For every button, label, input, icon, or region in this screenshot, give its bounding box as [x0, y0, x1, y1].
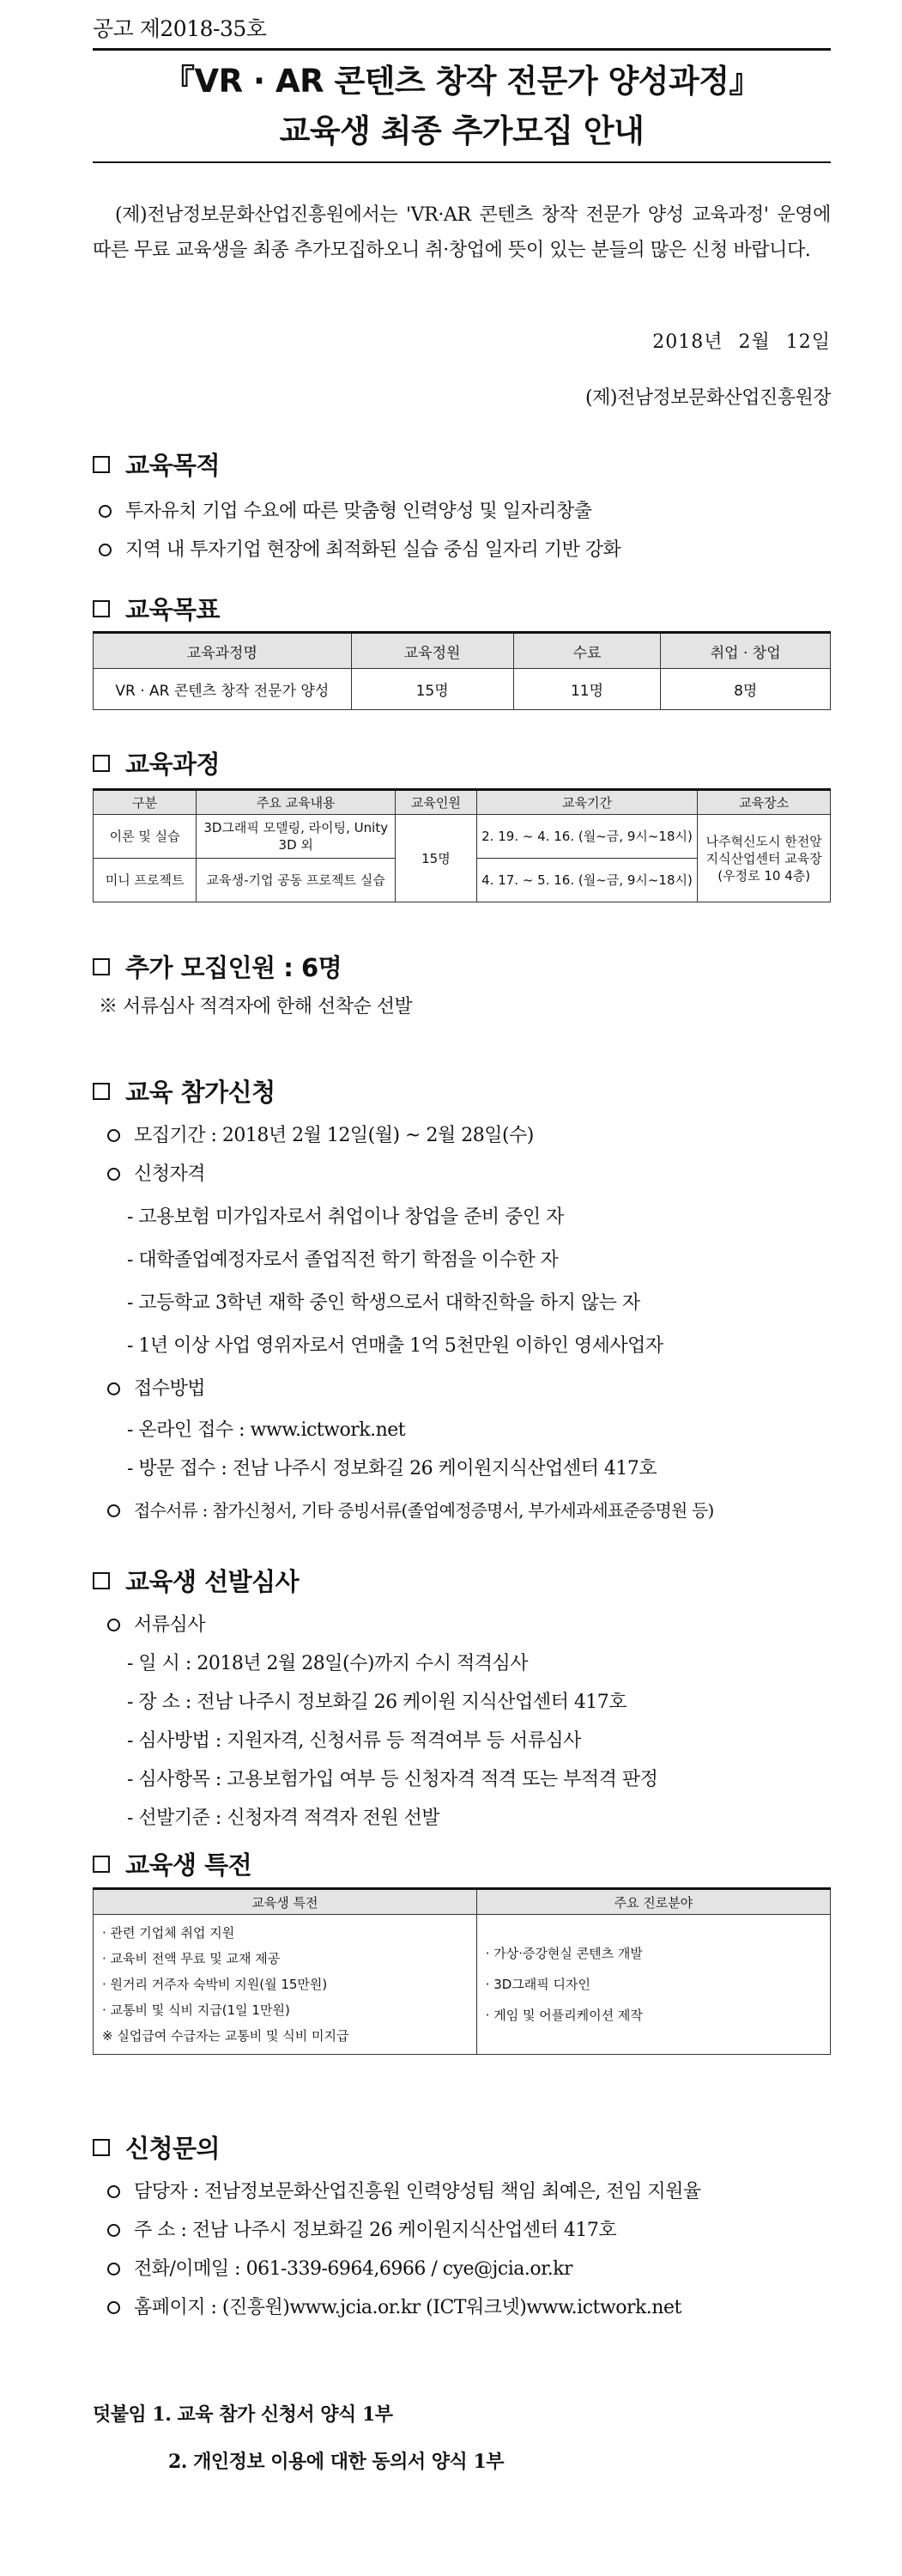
table-cell: 11명 — [513, 669, 661, 710]
table-cell: 교육생-기업 공동 프로젝트 실습 — [197, 859, 396, 902]
section-selection-heading — [93, 1563, 299, 1598]
list-item: · 3D그래픽 디자인 — [485, 1977, 591, 1992]
contact-item: 홈페이지 : (진흥원)www.jcia.or.kr (ICT워크넷)www.ictwork.net — [107, 2293, 681, 2319]
section-purpose-heading — [93, 447, 220, 482]
circle-bullet-icon — [107, 1619, 120, 1631]
section-contact-heading — [93, 2129, 220, 2165]
table-cell: 2. 19. ~ 4. 16. (월~금, 9시~18시) — [476, 815, 698, 859]
table-header-cell: 수료 — [513, 633, 661, 669]
notice-date: 2018년 2월 12일 — [652, 331, 831, 353]
table-cell: 4. 17. ~ 5. 16. (월~금, 9시~18시) — [476, 859, 698, 902]
square-bullet-icon — [93, 456, 110, 473]
list-item: · 게임 및 어플리케이션 제작 — [485, 2008, 643, 2023]
apply-method-heading: 접수방법 — [107, 1374, 205, 1400]
apply-qual-item: - 고등학교 3학년 재학 중인 학생으로서 대학진학을 하지 않는 자 — [127, 1292, 640, 1314]
list-item: · 가상·증강현실 콘텐츠 개발 — [485, 1946, 643, 1961]
section-title: 교육 참가신청 — [125, 1078, 275, 1107]
goals-table — [93, 631, 831, 710]
square-bullet-icon — [93, 1572, 110, 1589]
selection-item: - 선발기준 : 신청자격 적격자 전원 선발 — [127, 1807, 440, 1829]
section-title: 교육목표 — [125, 595, 221, 624]
square-bullet-icon — [93, 958, 110, 975]
selection-item: - 심사방법 : 지원자격, 신청서류 등 적격여부 등 서류심사 — [127, 1730, 581, 1752]
circle-bullet-icon — [107, 1129, 120, 1142]
section-title: 추가 모집인원 : 6명 — [125, 953, 342, 982]
apply-documents: 접수서류 : 참가신청서, 기타 증빙서류(졸업예정증명서, 부가세과세표준증명원 등) — [107, 1497, 714, 1522]
table-header-cell: 교육정원 — [351, 633, 513, 669]
circle-bullet-icon — [107, 2301, 120, 2314]
table-row — [94, 1915, 831, 2055]
list-item: · 원거리 거주자 숙박비 지원(월 15만원) — [102, 1977, 328, 1992]
table-header-cell: 교육과정명 — [94, 633, 352, 669]
section-title: 신청문의 — [125, 2134, 221, 2163]
list-item: ※ 실업급여 수급자는 교통비 및 식비 미지급 — [102, 2028, 349, 2044]
table-header-cell: 주요 진로분야 — [476, 1889, 830, 1915]
contact-item: 담당자 : 전남정보문화산업진흥원 인력양성팀 책임 최예은, 전임 지원율 — [107, 2177, 701, 2203]
table-header-cell: 교육생 특전 — [94, 1889, 477, 1915]
table-cell: 8명 — [661, 669, 831, 710]
table-header-row — [94, 633, 831, 669]
selection-item: - 장 소 : 전남 나주시 정보화길 26 케이원 지식산업센터 417호 — [127, 1692, 627, 1713]
circle-bullet-icon — [99, 505, 112, 518]
title-rule-bottom — [93, 161, 831, 163]
table-header-cell: 취업 · 창업 — [661, 633, 831, 669]
list-item: · 교육비 전액 무료 및 교재 제공 — [102, 1951, 281, 1966]
section-title: 교육생 특전 — [125, 1850, 252, 1880]
table-cell: 3D그래픽 모델링, 라이팅, Unity 3D 외 — [197, 815, 396, 859]
recruit-note: ※ 서류심사 적격자에 한해 선착순 선발 — [99, 996, 413, 1018]
circle-bullet-icon — [107, 2185, 120, 2198]
title-rule-top — [93, 48, 831, 51]
contact-item: 전화/이메일 : 061-339-6964,6966 / cye@jcia.or.kr — [107, 2254, 572, 2281]
circle-bullet-icon — [107, 1168, 120, 1181]
purpose-item: 투자유치 기업 수요에 따른 맞춤형 인력양성 및 일자리창출 — [99, 496, 592, 523]
table-row — [94, 815, 831, 859]
table-cell: VR · AR 콘텐츠 창작 전문가 양성 — [94, 669, 352, 710]
course-table — [93, 788, 831, 902]
table-header-row — [94, 1889, 831, 1915]
section-course-heading — [93, 745, 220, 781]
square-bullet-icon — [93, 755, 110, 772]
selection-item: - 일 시 : 2018년 2월 28일(수)까지 수시 적격심사 — [127, 1653, 528, 1674]
circle-bullet-icon — [99, 544, 112, 556]
table-row — [94, 669, 831, 710]
table-header-row — [94, 790, 831, 815]
benefits-table — [93, 1887, 831, 2055]
table-header-cell: 교육인원 — [396, 790, 476, 815]
table-cell: 이론 및 실습 — [94, 815, 197, 859]
list-item: · 관련 기업체 취업 지원 — [102, 1925, 235, 1941]
square-bullet-icon — [93, 1083, 110, 1100]
square-bullet-icon — [93, 2139, 110, 2156]
apply-qual-item: - 대학졸업예정자로서 졸업직전 학기 학점을 이수한 자 — [127, 1249, 559, 1271]
intro-paragraph — [93, 197, 831, 268]
apply-method-item: - 온라인 접수 : www.ictwork.net — [127, 1419, 406, 1441]
table-header-cell: 구분 — [94, 790, 197, 815]
section-recruit-heading — [93, 949, 342, 984]
attachment-line-1: 덧붙임 1. 교육 참가 신청서 양식 1부 — [93, 2403, 393, 2426]
apply-qual-item: - 고용보험 미가입자로서 취업이나 창업을 준비 중인 자 — [127, 1206, 564, 1228]
circle-bullet-icon — [107, 1382, 120, 1395]
section-title: 교육과정 — [125, 750, 221, 779]
apply-qual-heading: 신청자격 — [107, 1159, 205, 1186]
square-bullet-icon — [93, 1856, 110, 1873]
contact-item: 주 소 : 전남 나주시 정보화길 26 케이원지식산업센터 417호 — [107, 2215, 616, 2242]
apply-method-item: - 방문 접수 : 전남 나주시 정보화길 26 케이원지식산업센터 417호 — [127, 1458, 657, 1479]
title-line-2: 교육생 최종 추가모집 안내 — [279, 112, 645, 149]
section-benefits-heading — [93, 1846, 251, 1881]
circle-bullet-icon — [107, 2263, 120, 2275]
table-cell: 나주혁신도시 한전앞 지식산업센터 교육장 (우정로 10 4층) — [698, 815, 831, 902]
circle-bullet-icon — [107, 2224, 120, 2237]
issuer: (제)전남정보문화산업진흥원장 — [585, 387, 831, 409]
table-header-cell: 주요 교육내용 — [197, 790, 396, 815]
benefits-list-cell — [94, 1915, 477, 2055]
purpose-item: 지역 내 투자기업 현장에 최적화된 실습 중심 일자리 기반 강화 — [99, 535, 621, 562]
section-title: 교육생 선발심사 — [125, 1567, 300, 1596]
apply-period: 모집기간 : 2018년 2월 12일(월) ~ 2월 28일(수) — [107, 1121, 534, 1147]
table-header-cell: 교육기간 — [476, 790, 698, 815]
list-item: · 교통비 및 식비 지급(1일 1만원) — [102, 2002, 290, 2018]
notice-number: 공고 제2018-35호 — [93, 16, 267, 41]
selection-item: - 심사항목 : 고용보험가입 여부 등 신청자격 적격 또는 부적격 판정 — [127, 1769, 658, 1790]
section-title: 교육목적 — [125, 451, 221, 480]
apply-qual-item: - 1년 이상 사업 영위자로서 연매출 1억 5천만원 이하인 영세사업자 — [127, 1335, 663, 1357]
circle-bullet-icon — [107, 1504, 120, 1517]
selection-sub-heading: 서류심사 — [107, 1610, 205, 1637]
title-line-1: 『VR · AR 콘텐츠 창작 전문가 양성과정』 — [163, 63, 760, 100]
table-cell: 15명 — [351, 669, 513, 710]
section-goals-heading — [93, 591, 220, 626]
intro-text: (제)전남정보문화산업진흥원에서는 'VR·AR 콘텐츠 창작 전문가 양성 교육과정' 운영에 따른 무료 교육생을 최종 추가모집하오니 취·창업에 뜻이 있는 분들의 많은 신청 바랍니다. — [93, 204, 831, 261]
table-cell: 미니 프로젝트 — [94, 859, 197, 902]
section-apply-heading — [93, 1073, 275, 1109]
square-bullet-icon — [93, 600, 110, 617]
table-header-cell: 교육장소 — [698, 790, 831, 815]
attachment-line-2: 2. 개인정보 이용에 대한 동의서 양식 1부 — [168, 2451, 505, 2473]
career-list-cell — [476, 1915, 830, 2055]
table-cell: 15명 — [396, 815, 476, 902]
